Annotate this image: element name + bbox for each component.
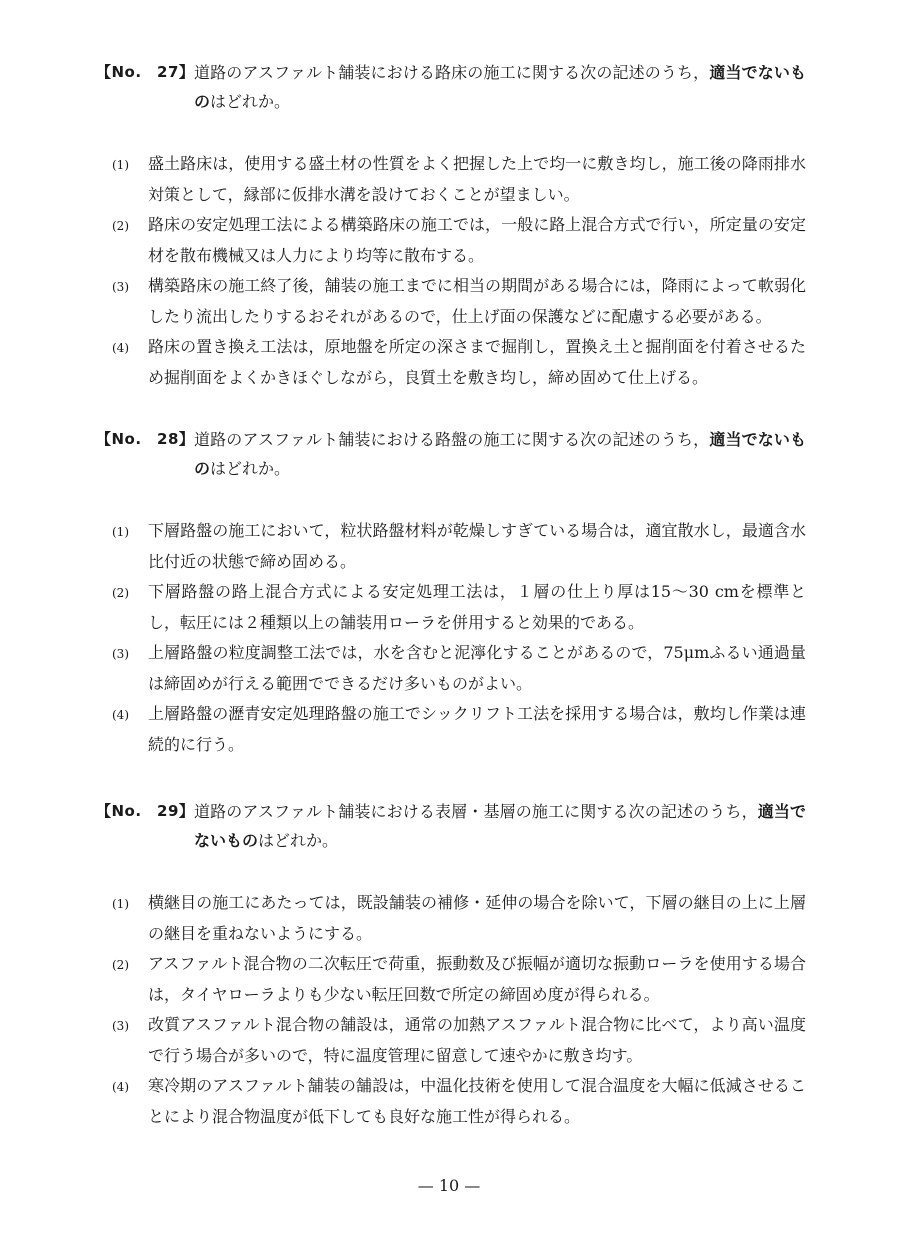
option-text: アスファルト混合物の二次転圧で荷重，振動数及び振幅が適切な振動ローラを使用する場合は，タイヤローラよりも少ない転圧回数で所定の締固め度が得られる。 xyxy=(148,954,806,1004)
question-header xyxy=(96,425,806,483)
question-27 xyxy=(96,58,806,393)
option-text: 寒冷期のアスファルト舗装の舗設は，中温化技術を使用して混合温度を大幅に低減させることにより混合物温度が低下しても良好な施工性が得られる。 xyxy=(148,1076,806,1126)
option-label: (3) xyxy=(112,1019,129,1033)
question-stem xyxy=(194,425,806,483)
option-item xyxy=(112,1071,806,1132)
option-label: (2) xyxy=(112,219,129,233)
option-item xyxy=(112,888,806,949)
option-list xyxy=(96,516,806,760)
option-text: 路床の安定処理工法による構築路床の施工では，一般に路上混合方式で行い，所定量の安定材を散布機械又は人力により均等に散布する。 xyxy=(148,215,806,265)
option-label: (3) xyxy=(112,647,129,661)
question-number: 【No. 27】 xyxy=(96,63,195,81)
option-text: 路床の置き換え工法は，原地盤を所定の深さまで掘削し，置換え土と掘削面を付着させるため掘削面をよくかきほぐしながら，良質土を敷き均し，締め固めて仕上げる。 xyxy=(148,337,806,387)
option-label: (3) xyxy=(112,280,129,294)
option-list xyxy=(96,149,806,393)
stem-emphasis: 適当でないもの xyxy=(194,802,806,850)
question-28 xyxy=(96,425,806,760)
question-stem xyxy=(194,797,806,855)
option-label: (2) xyxy=(112,586,129,600)
option-item xyxy=(112,332,806,393)
option-text: 上層路盤の瀝青安定処理路盤の施工でシックリフト工法を採用する場合は，敷均し作業は連続的に行う。 xyxy=(148,704,806,754)
stem-text: 道路のアスファルト舗装における路盤の施工に関する次の記述のうち， xyxy=(194,430,710,449)
stem-tail: はどれか。 xyxy=(258,831,339,850)
option-item xyxy=(112,949,806,1010)
option-label: (1) xyxy=(112,525,129,539)
option-text: 構築路床の施工終了後，舗装の施工までに相当の期間がある場合には，降雨によって軟弱化したり流出したりするおそれがあるので，仕上げ面の保護などに配慮する必要がある。 xyxy=(148,276,806,326)
stem-text: 道路のアスファルト舗装における表層・基層の施工に関する次の記述のうち， xyxy=(194,802,758,821)
option-text: 改質アスファルト混合物の舗設は，通常の加熱アスファルト混合物に比べて，より高い温度で行う場合が多いので，特に温度管理に留意して速やかに敷き均す。 xyxy=(148,1015,806,1065)
option-label: (4) xyxy=(112,708,129,722)
stem-emphasis: 適当でないもの xyxy=(194,430,806,478)
option-text: 盛土路床は，使用する盛土材の性質をよく把握した上で均一に敷き均し，施工後の降雨排水対策として，縁部に仮排水溝を設けておくことが望ましい。 xyxy=(148,154,806,204)
option-item xyxy=(112,271,806,332)
page-number: — 10 — xyxy=(417,1176,481,1195)
option-item xyxy=(112,699,806,760)
stem-tail: はどれか。 xyxy=(210,92,291,111)
option-label: (2) xyxy=(112,958,129,972)
option-label: (4) xyxy=(112,341,129,355)
option-item xyxy=(112,1010,806,1071)
option-item xyxy=(112,638,806,699)
question-stem xyxy=(194,58,806,116)
option-text: 横継目の施工にあたっては，既設舗装の補修・延伸の場合を除いて，下層の継目の上に上層の継目を重ねないようにする。 xyxy=(148,893,806,943)
option-item xyxy=(112,577,806,638)
question-number: 【No. 29】 xyxy=(96,802,195,820)
option-label: (1) xyxy=(112,158,129,172)
option-item xyxy=(112,149,806,210)
option-label: (4) xyxy=(112,1080,129,1094)
stem-tail: はどれか。 xyxy=(210,459,291,478)
option-text: 下層路盤の路上混合方式による安定処理工法は，１層の仕上り厚は15〜30 cmを標準とし，転圧には２種類以上の舗装用ローラを併用すると効果的である。 xyxy=(148,582,806,632)
option-item xyxy=(112,516,806,577)
option-list xyxy=(96,888,806,1132)
stem-text: 道路のアスファルト舗装における路床の施工に関する次の記述のうち， xyxy=(194,63,710,82)
option-text: 上層路盤の粒度調整工法では，水を含むと泥濘化することがあるので，75μmふるい通過量は締固めが行える範囲でできるだけ多いものがよい。 xyxy=(148,643,806,693)
question-number: 【No. 28】 xyxy=(96,430,195,448)
option-label: (1) xyxy=(112,897,129,911)
stem-emphasis: 適当でないもの xyxy=(194,63,806,111)
option-text: 下層路盤の施工において，粒状路盤材料が乾燥しすぎている場合は，適宜散水し，最適含水比付近の状態で締め固める。 xyxy=(148,521,806,571)
question-header xyxy=(96,58,806,116)
option-item xyxy=(112,210,806,271)
question-29 xyxy=(96,797,806,1132)
question-header xyxy=(96,797,806,855)
